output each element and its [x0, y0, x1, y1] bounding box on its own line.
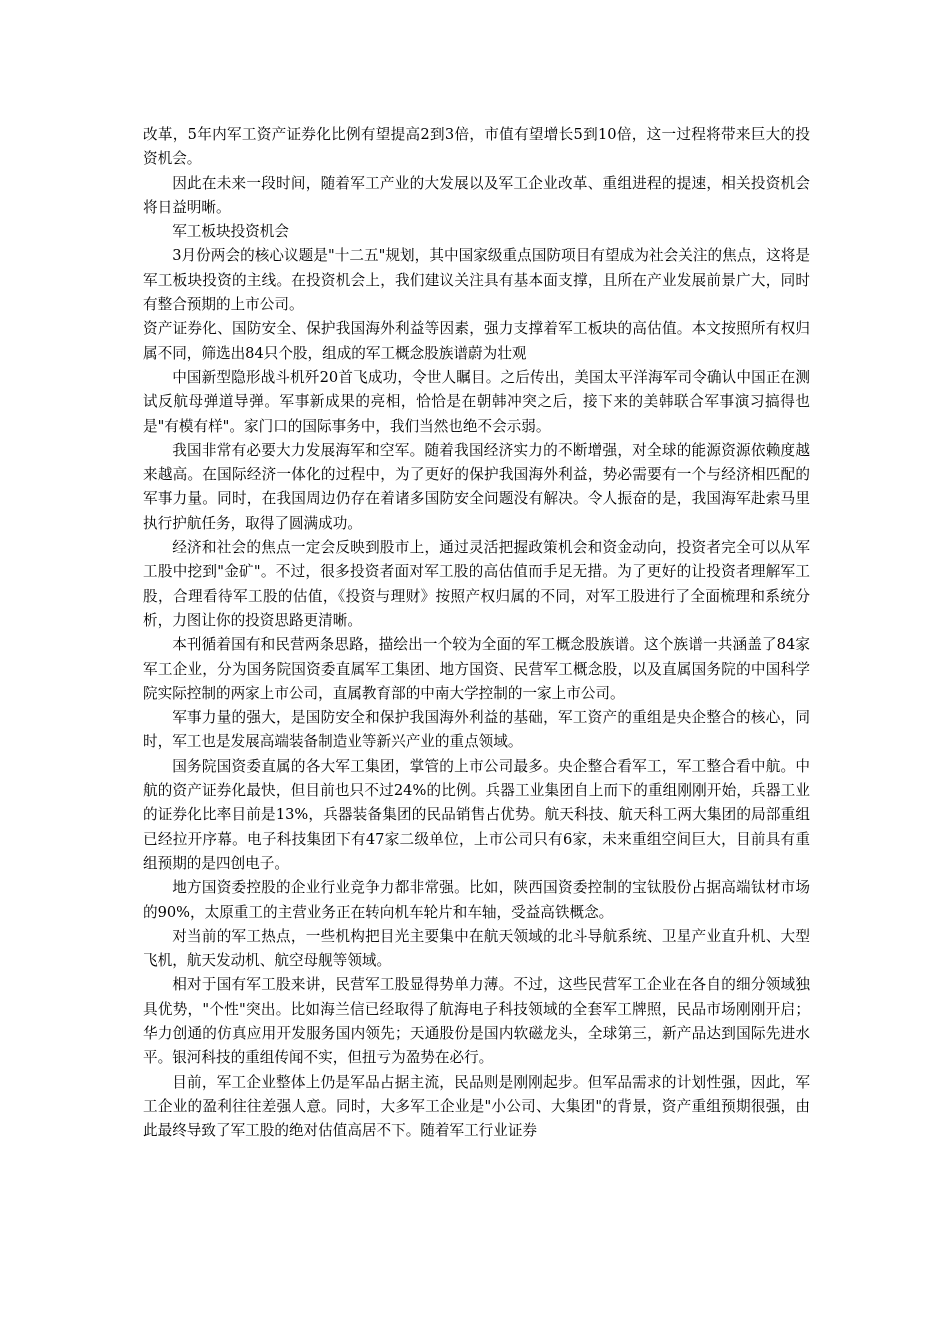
paragraph-15: 目前，军工企业整体上仍是军品占据主流，民品则是刚刚起步。但军品需求的计划性强，因此，军工企业的盈利往往差强人意。同时，大多军工企业是"小公司、大集团"的背景，资产重组预期很强，由此最终导致了军工股的绝对估值高居不下。随着军工行业证券 [143, 1073, 810, 1140]
paragraph-11: 国务院国资委直属的各大军工集团，掌管的上市公司最多。央企整合看军工，军工整合看中航。中航的资产证券化最快，但目前也只不过24%的比例。兵器工业集团自上而下的重组刚刚开始，兵器工业的证券化比率目前是13%，兵器装备集团的民品销售占优势。航天科技、航天科工两大集团的局部重组已经拉开序幕。电子科技集团下有47家二级单位，上市公司只有6家，未来重组空间巨大，目前具有重组预期的是四创电子。 [143, 757, 810, 872]
document-page [143, 123, 810, 1143]
paragraph-4: 3月份两会的核心议题是"十二五"规划，其中国家级重点国防项目有望成为社会关注的焦点，这将是军工板块投资的主线。在投资机会上，我们建议关注具有基本面支撑，且所在产业发展前景广大，同时有整合预期的上市公司。 [143, 247, 810, 314]
paragraph-12: 地方国资委控股的企业行业竞争力都非常强。比如，陕西国资委控制的宝钛股份占据高端钛材市场的90%，太原重工的主营业务正在转向机车轮片和车轴，受益高铁概念。 [143, 879, 810, 921]
paragraph-7: 我国非常有必要大力发展海军和空军。随着我国经济实力的不断增强，对全球的能源资源依赖度越来越高。在国际经济一体化的过程中，为了更好的保护我国海外利益，势必需要有一个与经济相匹配的军事力量。同时，在我国周边仍存在着诸多国防安全问题没有解决。令人振奋的是，我国海军赴索马里执行护航任务，取得了圆满成功。 [143, 441, 810, 532]
paragraph-1: 改革，5年内军工资产证券化比例有望提高2到3倍，市值有望增长5到10倍，这一过程将带来巨大的投资机会。 [143, 126, 810, 168]
paragraph-5: 资产证券化、国防安全、保护我国海外利益等因素，强力支撑着军工板块的高估值。本文按照所有权归属不同，筛选出84只个股，组成的军工概念股族谱蔚为壮观 [143, 320, 810, 362]
paragraph-6: 中国新型隐形战斗机歼20首飞成功，令世人瞩目。之后传出，美国太平洋海军司令确认中国正在测试反航母弹道导弹。军事新成果的亮相，恰恰是在朝韩冲突之后，接下来的美韩联合军事演习搞得也是"有模有样"。家门口的国际事务中，我们当然也绝不会示弱。 [143, 368, 810, 435]
paragraph-9: 本刊循着国有和民营两条思路，描绘出一个较为全面的军工概念股族谱。这个族谱一共涵盖了84家军工企业，分为国务院国资委直属军工集团、地方国资、民营军工概念股，以及直属国务院的中国科学院实际控制的两家上市公司，直属教育部的中南大学控制的一家上市公司。 [143, 636, 810, 702]
section-heading: 军工板块投资机会 [172, 223, 289, 241]
paragraph-2: 因此在未来一段时间，随着军工产业的大发展以及军工企业改革、重组进程的提速，相关投资机会将日益明晰。 [143, 174, 810, 216]
paragraph-10: 军事力量的强大，是国防安全和保护我国海外利益的基础，军工资产的重组是央企整合的核心，同时，军工也是发展高端装备制造业等新兴产业的重点领域。 [143, 709, 810, 751]
paragraph-14: 相对于国有军工股来讲，民营军工股显得势单力薄。不过，这些民营军工企业在各自的细分领域独具优势，"个性"突出。比如海兰信已经取得了航海电子科技领域的全套军工牌照，民品市场刚刚开启；华力创通的仿真应用开发服务国内领先；天通股份是国内软磁龙头，全球第三，新产品达到国际先进水平。银河科技的重组传闻不实，但扭亏为盈势在必行。 [143, 976, 810, 1067]
paragraph-13: 对当前的军工热点，一些机构把目光主要集中在航天领域的北斗导航系统、卫星产业直升机、大型飞机，航天发动机、航空母舰等领域。 [143, 927, 810, 970]
paragraph-8: 经济和社会的焦点一定会反映到股市上，通过灵活把握政策机会和资金动向，投资者完全可以从军工股中挖到"金矿"。不过，很多投资者面对军工股的高估值而手足无措。为了更好的让投资者理解军工股，合理看待军工股的估值，《投资与理财》按照产权归属的不同，对军工股进行了全面梳理和系统分析，力图让你的投资思路更清晰。 [143, 539, 810, 629]
